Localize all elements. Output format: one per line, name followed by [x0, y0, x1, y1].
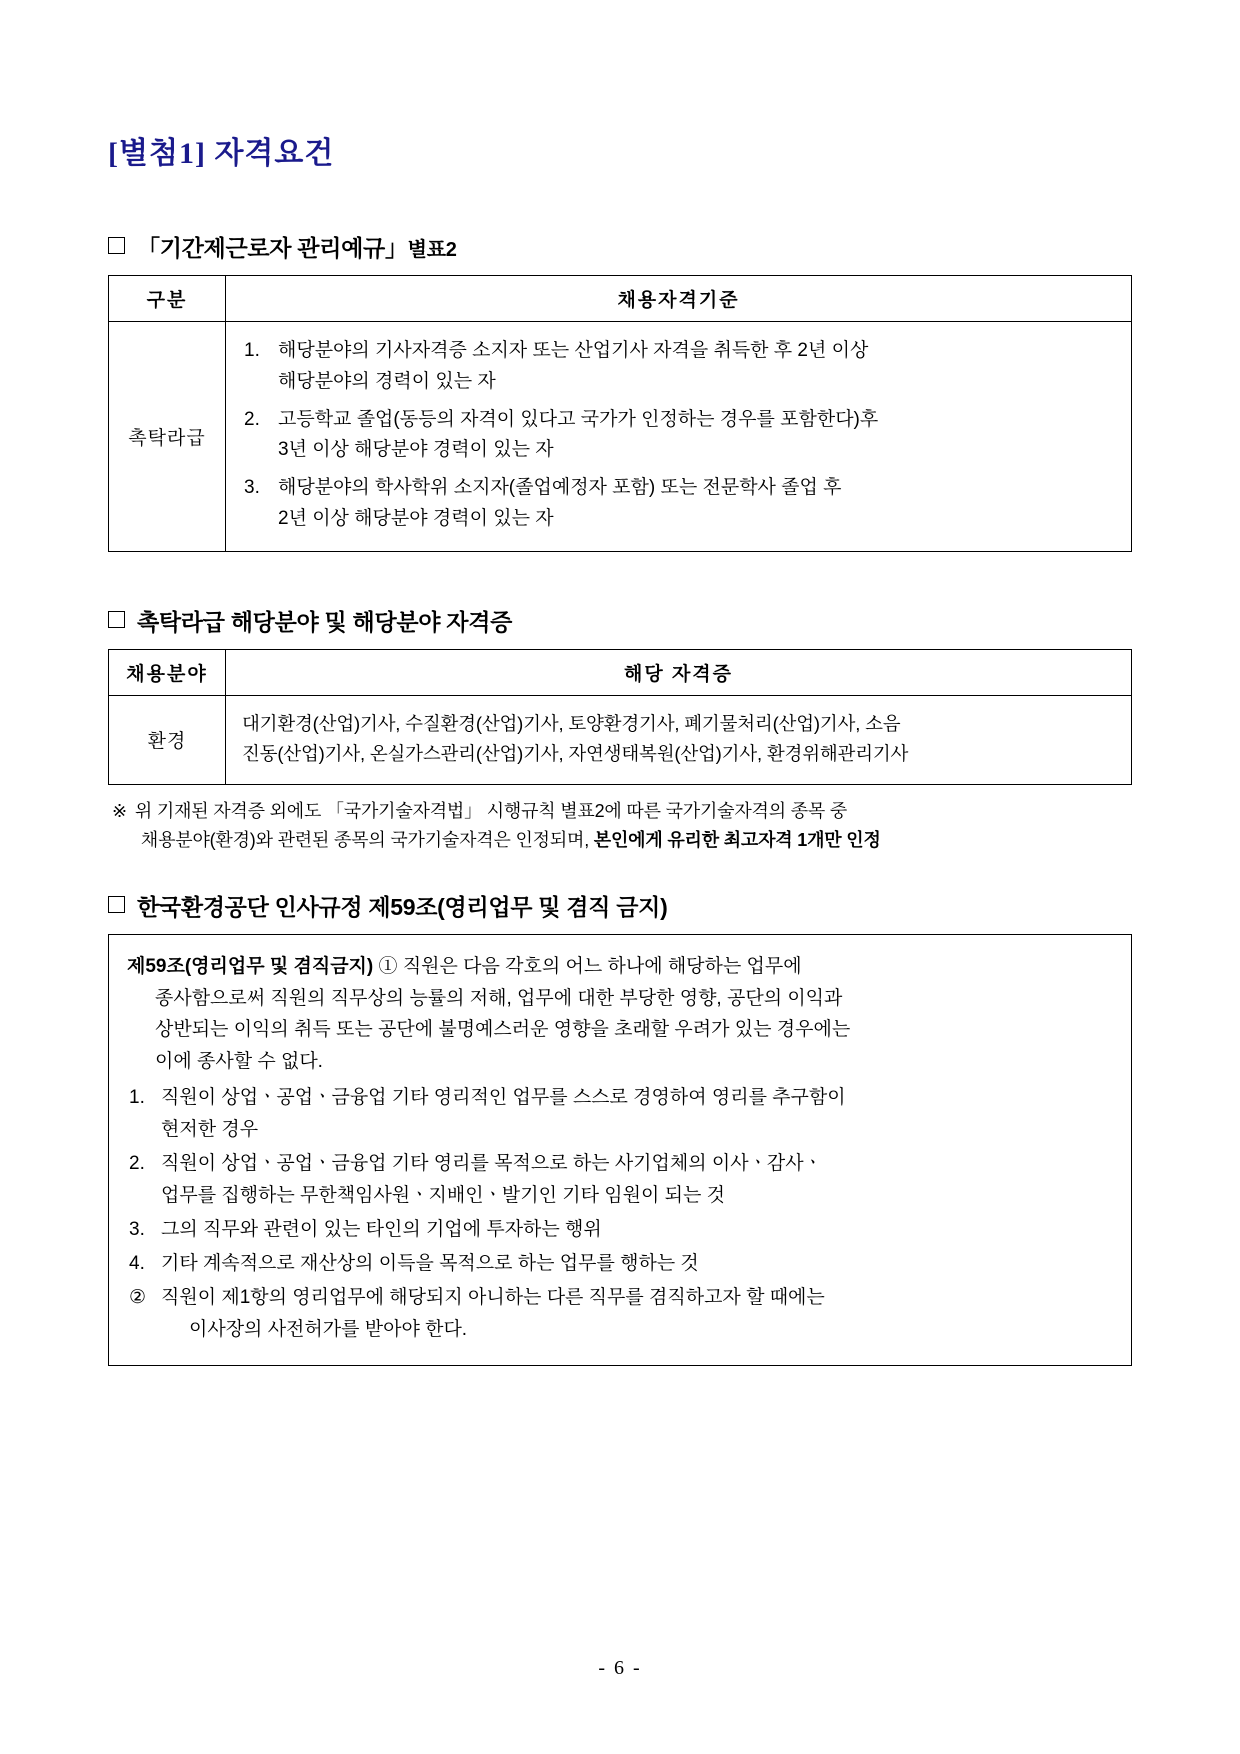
spacer: [108, 552, 1132, 604]
note-line-2: [135, 830, 881, 850]
list-item-line: 업무를 집행하는 무한책임사원ㆍ지배인ㆍ발기인 기타 임원이 되는 것: [161, 1184, 725, 1206]
table-row: [109, 695, 1132, 784]
certification-table: [108, 649, 1132, 785]
list-item: [127, 1148, 1111, 1212]
list-item-number: ②: [129, 1286, 147, 1308]
row-label-cell: [109, 322, 226, 552]
clause-line: 종사함으로써 직원의 직무상의 능률의 저해, 업무에 대한 부당한 영향, 공단의 이익과: [155, 987, 843, 1009]
clause-line: 상반되는 이익의 취득 또는 공단에 불명예스러운 영향을 초래할 우려가 있는 경우에는: [155, 1019, 851, 1041]
certification-note: [112, 797, 1132, 855]
clause-marker: ①: [378, 955, 398, 977]
header-label-field: 채용분야: [126, 663, 208, 685]
table-header-cell: [226, 276, 1132, 322]
certificate-list: [226, 696, 1131, 784]
clause-line: 직원은 다음 각호의 어느 하나에 해당하는 업무에: [402, 955, 802, 977]
list-item-line: 직원이 상업ㆍ공업ㆍ금융업 기타 영리를 목적으로 하는 사기업체의 이사ㆍ감사ㆍ: [161, 1153, 822, 1175]
list-item-number: 2.: [129, 1153, 145, 1175]
section-heading-1: [108, 230, 1132, 263]
list-item: [244, 473, 1113, 535]
section-heading-1-sub: 별표2: [407, 239, 457, 261]
row-content-cell: [226, 322, 1132, 552]
table-header-row: [109, 276, 1132, 322]
checkbox-square-icon: [108, 237, 125, 254]
qualification-standard-table: [108, 275, 1132, 552]
list-item-line: 이사장의 사전허가를 받아야 한다.: [189, 1318, 468, 1340]
list-item-number: 4.: [129, 1252, 145, 1274]
section-heading-3-text: 한국환경공단 인사규정 제59조(영리업무 및 겸직 금지): [137, 893, 668, 920]
table-header-cell: [109, 276, 226, 322]
note-body: [135, 797, 1132, 855]
list-item: [244, 336, 1113, 398]
list-item-line: 그의 직무와 관련이 있는 타인의 기업에 투자하는 행위: [161, 1218, 602, 1240]
list-item-line: 3년 이상 해당분야 경력이 있는 자: [278, 439, 554, 461]
checkbox-square-icon: [108, 896, 125, 913]
regulation-article-title: 제59조(영리업무 및 겸직금지): [127, 955, 374, 977]
row-label-environment: 환경: [147, 731, 187, 753]
note-line-1: 위 기재된 자격증 외에도 「국가기술자격법」 시행규칙 별표2에 따른 국가기술자격의 종목 중: [134, 801, 848, 821]
row-label-cell: [109, 695, 226, 784]
criteria-list-wrapper: [226, 322, 1131, 551]
spacer: [108, 855, 1132, 889]
table-row: [109, 322, 1132, 552]
list-item-line: 2년 이상 해당분야 경력이 있는 자: [278, 507, 554, 529]
table-header-cell: [226, 649, 1132, 695]
list-item: [127, 1248, 1111, 1280]
list-item: [127, 1282, 1111, 1346]
regulation-clause-1: [127, 951, 1111, 1079]
regulation-box: [108, 934, 1132, 1367]
list-item-line: 기타 계속적으로 재산상의 이득을 목적으로 하는 업무를 행하는 것: [161, 1252, 699, 1274]
section-heading-2: [108, 604, 1132, 637]
note-line-2-plain: 채용분야(환경)와 관련된 종목의 국가기술자격은 인정되며,: [140, 829, 594, 850]
list-item: [244, 405, 1113, 467]
list-item-number: 1.: [244, 340, 260, 361]
header-label-gubun: 구분: [146, 290, 188, 311]
page-number: - 6 -: [598, 1657, 642, 1679]
clause-line: 이에 종사할 수 없다.: [155, 1051, 323, 1073]
table-header-cell: [109, 649, 226, 695]
certificate-line: 대기환경(산업)기사, 수질환경(산업)기사, 토양환경기사, 폐기물처리(산업)기사, 소음: [242, 712, 901, 734]
list-item-line: 직원이 제1항의 영리업무에 해당되지 아니하는 다른 직무를 겸직하고자 할 때에는: [161, 1286, 825, 1308]
header-label-criteria: 채용자격기준: [617, 290, 740, 311]
regulation-item-list: [127, 1082, 1111, 1345]
list-item-number: 1.: [129, 1087, 145, 1109]
table-header-row: [109, 649, 1132, 695]
list-item-number: 2.: [244, 408, 260, 430]
section-heading-3: [108, 889, 1132, 922]
list-item-line: 해당분야의 경력이 있는 자: [278, 370, 496, 392]
note-mark-icon: ※: [112, 801, 127, 821]
row-content-cell: [226, 695, 1132, 784]
list-item-number: 3.: [244, 477, 260, 499]
list-item-line: 현저한 경우: [161, 1119, 259, 1141]
section-heading-1-main: 「기간제근로자 관리예규」: [137, 235, 408, 261]
section-heading-2-text: 촉탁라급 해당분야 및 해당분야 자격증: [137, 608, 513, 635]
note-line-2-bold: 본인에게 유리한 최고자격 1개만 인정: [593, 829, 881, 850]
list-item: [127, 1214, 1111, 1246]
list-item-line: 해당분야의 기사자격증 소지자 또는 산업기사 자격을 취득한 후 2년 이상: [278, 340, 869, 361]
page-title: [별첨1] 자격요건: [108, 137, 335, 170]
checkbox-square-icon: [108, 611, 125, 628]
list-item-number: 3.: [129, 1218, 145, 1240]
certificate-line: 진동(산업)기사, 온실가스관리(산업)기사, 자연생태복원(산업)기사, 환경위해관리기사: [242, 743, 909, 765]
row-label-chokrak: 촉탁라급: [128, 427, 206, 449]
list-item-line: 직원이 상업ㆍ공업ㆍ금융업 기타 영리적인 업무를 스스로 경영하여 영리를 추구함이: [161, 1087, 846, 1109]
list-item-line: 해당분야의 학사학위 소지자(졸업예정자 포함) 또는 전문학사 졸업 후: [278, 477, 842, 499]
criteria-list: [244, 336, 1113, 535]
header-label-certificates: 해당 자격증: [623, 663, 734, 685]
list-item-line: 고등학교 졸업(동등의 자격이 있다고 국가가 인정하는 경우를 포함한다)후: [278, 408, 879, 430]
list-item: [127, 1082, 1111, 1146]
